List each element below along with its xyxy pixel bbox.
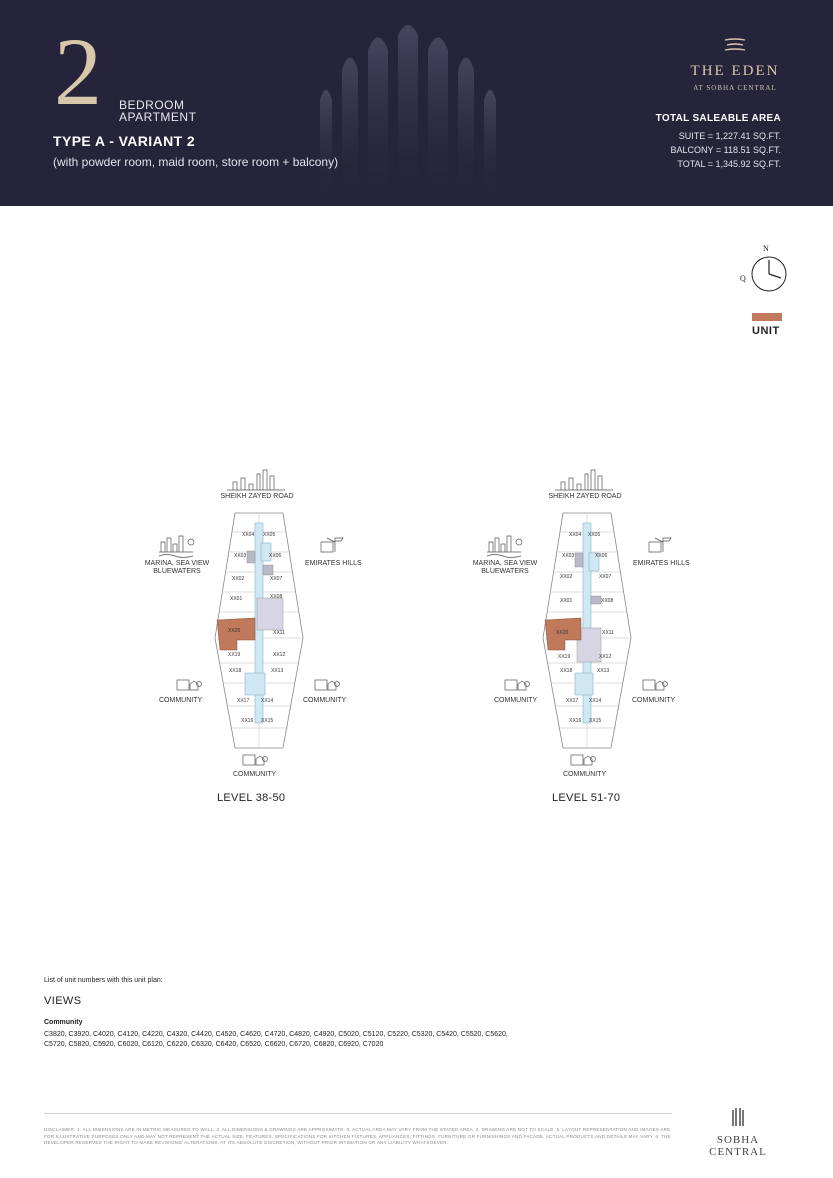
unit-list-intro: List of unit numbers with this unit plan:: [44, 977, 163, 984]
hills-icon: [321, 538, 343, 552]
unit-type-title: TYPE A - VARIANT 2: [53, 133, 196, 149]
label-emirates-hills: EMIRATES HILLS: [305, 560, 362, 567]
label-community-right: COMMUNITY: [303, 697, 347, 704]
compass-dial-icon: [749, 254, 789, 294]
cell-xx03: XX03: [562, 553, 575, 559]
unit-legend-label: UNIT: [752, 325, 780, 337]
cell-xx06: XX06: [595, 553, 608, 559]
footer-divider: [44, 1113, 672, 1114]
views-heading: VIEWS: [44, 995, 82, 1007]
sobha-emblem-icon: [731, 1107, 745, 1127]
cell-xx02: XX02: [560, 574, 573, 580]
compass: [740, 244, 792, 296]
level-label: LEVEL 38-50: [217, 792, 286, 804]
cell-xx17: XX17: [237, 698, 250, 704]
cell-xx08: XX08: [270, 594, 283, 600]
community-icon-left: [505, 680, 530, 690]
cell-xx05: XX05: [588, 532, 601, 538]
cell-xx11: XX11: [602, 630, 614, 636]
cell-xx12: XX12: [273, 652, 286, 658]
tower-graphic: [310, 20, 510, 206]
marina-icon: [159, 536, 194, 558]
cell-xx07: XX07: [270, 576, 283, 582]
level-label: LEVEL 51-70: [552, 792, 621, 804]
label-sheikh-zayed: SHEIKH ZAYED ROAD: [548, 493, 622, 500]
cell-xx12: XX12: [599, 654, 612, 660]
cell-xx01: XX01: [230, 596, 243, 602]
area-suite: SUITE = 1,227.41 SQ.FT.: [678, 131, 781, 141]
cell-xx20: XX20: [228, 628, 241, 634]
cell-xx02: XX02: [232, 576, 245, 582]
q-label: Q: [740, 274, 746, 283]
cell-xx05: XX05: [263, 532, 276, 538]
unit-type-subtitle: (with powder room, maid room, store room + balcony): [53, 155, 339, 169]
sobha-central-name: SOBHA CENTRAL: [709, 1134, 767, 1158]
unit-swatch: [752, 313, 782, 321]
area-title: TOTAL SALEABLE AREA: [655, 113, 781, 124]
bedroom-line-2: APARTMENT: [119, 110, 197, 124]
cell-xx11: XX11: [273, 630, 285, 636]
bedroom-count: 2: [54, 18, 102, 125]
area-total: TOTAL = 1,345.92 SQ.FT.: [677, 159, 781, 169]
label-marina: MARINA, SEA VIEW BLUEWATERS: [472, 560, 538, 575]
cell-xx15: XX15: [261, 718, 274, 724]
marina-icon: [487, 536, 522, 558]
label-community-bottom: COMMUNITY: [233, 771, 277, 778]
label-emirates-hills: EMIRATES HILLS: [633, 560, 690, 567]
cell-xx08: XX08: [601, 598, 614, 604]
cell-xx17: XX17: [566, 698, 579, 704]
cell-xx19: XX19: [228, 652, 241, 658]
area-balcony: BALCONY = 118.51 SQ.FT.: [670, 145, 781, 155]
community-icon-bottom: [571, 755, 596, 765]
cell-xx13: XX13: [597, 668, 610, 674]
label-sheikh-zayed: SHEIKH ZAYED ROAD: [220, 493, 294, 500]
saleable-area: [656, 113, 781, 171]
cell-xx01: XX01: [560, 598, 573, 604]
cell-xx20: XX20: [556, 630, 569, 636]
label-community-left: COMMUNITY: [159, 697, 203, 704]
cell-xx15: XX15: [589, 718, 602, 724]
eden-logo: [680, 38, 790, 92]
floor-plan-left: [137, 468, 377, 808]
cell-xx14: XX14: [261, 698, 274, 704]
disclaimer: DISCLAIMER: 1. ALL DIMENSIONS ARE IN METRIC MEASURED TO WALL. 2. ALL DIMENSIONS & DRAWINGS ARE APPROXIMATE. 3. ACTUAL AREA MAY VARY FROM THE STATED AREA. 4. DRAWING ARE NOT TO SCALE. 5. LAYOUT REPRESENTATION AND IMAGES ARE FOR ILLUSTRATIVE PURPOSES ONLY AND MAY NOT REPRESENT THE ACTUAL SIZE, FEATURES, SPECIFICATIONS FOR KITCHEN FIXTURES, APPLIANCES, FITTINGS, FURNITURE OR FURNISHINGS AND FACADE. ACTUAL PRODUCTS AND DETAILS MAY VARY. 6. THE DEVELOPER RESERVES THE RIGHT TO MAKE REVISIONS/ ALTERATIONS, AT ITS ABSOLUTE DISCRETION, WITHOUT PRIOR INTIMATION OR ANY LIABILITY WHATSOEVER.: [44, 1127, 671, 1145]
skyline-icon: [555, 470, 613, 490]
community-unit-list: C3820, C3920, C4020, C4120, C4220, C4320, C4420, C4520, C4620, C4720, C4820, C4920, C5020, C5120, C5220, C5320, C5420, C5520, C5620, C5720, C5820, C5920, C6020, C6120, C6220, C6320, C6420, C6520, C6620, C6720, C6820, C6920, C7020: [44, 1031, 508, 1048]
eden-logo-sub: AT SOBHA CENTRAL: [693, 84, 777, 92]
key-plan-drawing: [137, 468, 377, 808]
header-banner: [0, 0, 833, 206]
label-marina: MARINA, SEA VIEW BLUEWATERS: [144, 560, 210, 575]
floor-plan-right: [465, 468, 705, 808]
north-label: N: [763, 244, 769, 253]
community-icon-right: [315, 680, 340, 690]
community-icon-bottom: [243, 755, 268, 765]
label-community-bottom: COMMUNITY: [563, 771, 607, 778]
cell-xx16: XX16: [569, 718, 582, 724]
cell-xx07: XX07: [599, 574, 612, 580]
community-icon-left: [177, 680, 202, 690]
eden-emblem-icon: [723, 38, 747, 54]
label-community-left: COMMUNITY: [494, 697, 538, 704]
cell-xx13: XX13: [271, 668, 284, 674]
community-icon-right: [643, 680, 668, 690]
cell-xx14: XX14: [589, 698, 602, 704]
eden-logo-name: THE EDEN: [690, 63, 780, 79]
cell-xx19: XX19: [558, 654, 571, 660]
label-community-right: COMMUNITY: [632, 697, 676, 704]
skyline-icon: [227, 470, 285, 490]
community-heading: Community: [44, 1019, 83, 1026]
key-plan-drawing: [465, 468, 705, 808]
bedroom-label: [119, 99, 196, 123]
cell-xx06: XX06: [269, 553, 282, 559]
cell-xx03: XX03: [234, 553, 247, 559]
hills-icon: [649, 538, 671, 552]
cell-xx16: XX16: [241, 718, 254, 724]
cell-xx18: XX18: [229, 668, 242, 674]
unit-legend: [752, 313, 782, 337]
sobha-central-logo: [688, 1107, 788, 1158]
cell-xx18: XX18: [560, 668, 573, 674]
cell-xx04: XX04: [242, 532, 255, 538]
cell-xx04: XX04: [569, 532, 582, 538]
bedroom-line-1: BEDROOM: [119, 98, 185, 112]
